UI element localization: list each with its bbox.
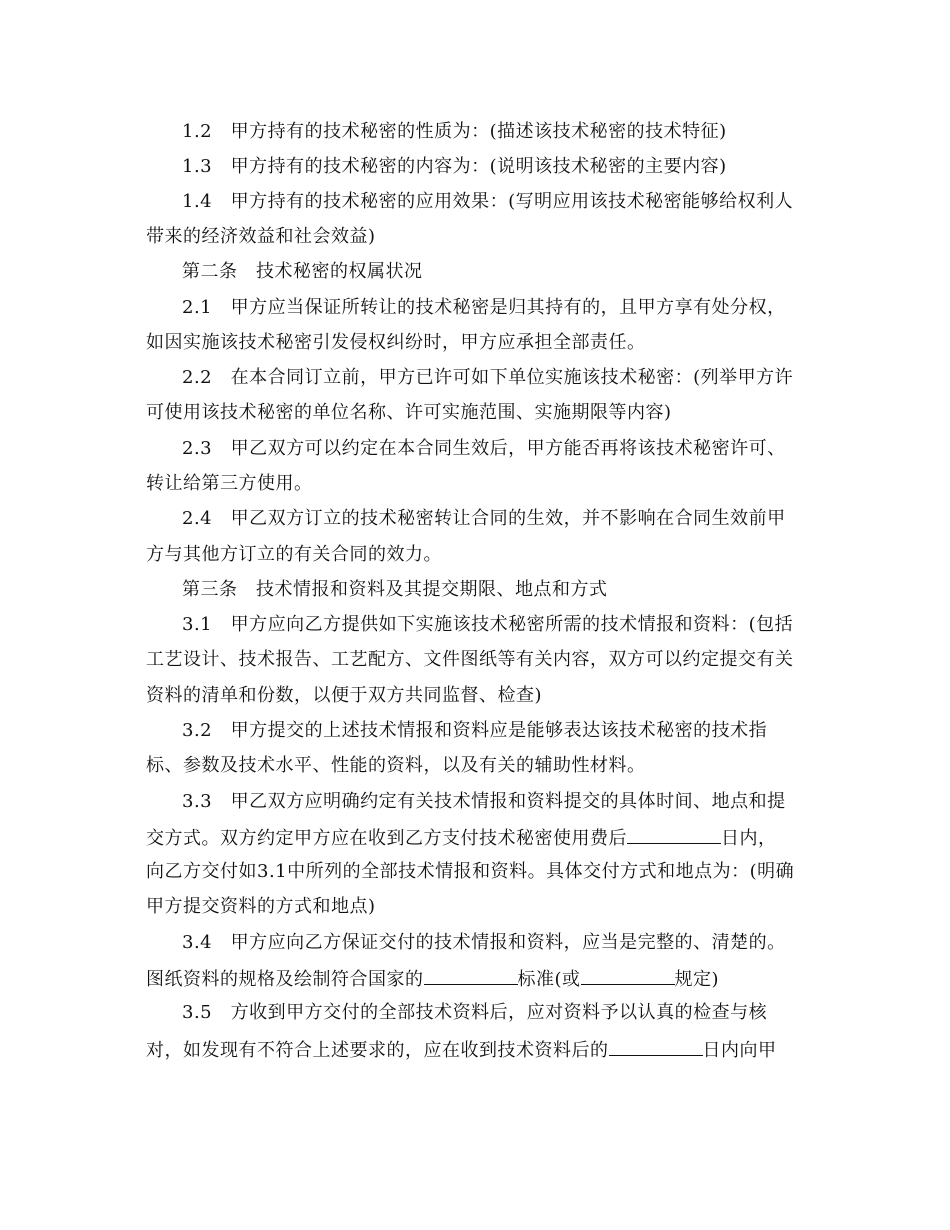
clause-1-4-cont: 带来的经济效益和社会效益) (146, 226, 376, 247)
fill-in-blank[interactable] (609, 1037, 703, 1056)
clause-2-3-cont: 转让给第三方使用。 (146, 473, 313, 494)
article-2-heading: 第二条 技术秘密的权属状况 (182, 261, 423, 282)
clause-3-4-cont-mid: 标准(或 (517, 969, 581, 990)
clause-3-3-cont-suffix: 日内， (721, 828, 777, 849)
clause-3-3-cont3: 甲方提交资料的方式和地点) (146, 896, 376, 917)
clause-3-4-cont-text: 图纸资料的规格及绘制符合国家的 (146, 969, 424, 990)
clause-2-4-cont: 方与其他方订立的有关合同的效力。 (146, 544, 442, 565)
clause-3-5-cont-text: 对，如发现有不符合上述要求的，应在收到技术资料后的 (146, 1040, 609, 1061)
clause-3-3-cont2: 向乙方交付如3.1中所列的全部技术情报和资料。具体交付方式和地点为：(明确 (146, 861, 795, 882)
article-3-heading: 第三条 技术情报和资料及其提交期限、地点和方式 (182, 579, 608, 600)
clause-3-3: 3.3 甲乙双方应明确约定有关技术情报和资料提交的具体时间、地点和提 (182, 791, 786, 812)
clause-3-2-cont: 标、参数及技术水平、性能的资料，以及有关的辅助性材料。 (146, 755, 646, 776)
clause-2-4: 2.4 甲乙双方订立的技术秘密转让合同的生效，并不影响在合同生效前甲 (182, 508, 786, 529)
clause-3-4-cont (146, 966, 719, 992)
clause-3-3-cont (146, 825, 777, 851)
fill-in-blank[interactable] (581, 966, 675, 985)
clause-3-2: 3.2 甲方提交的上述技术情报和资料应是能够表达该技术秘密的技术指 (182, 720, 768, 741)
clause-2-3: 2.3 甲乙双方可以约定在本合同生效后，甲方能否再将该技术秘密许可、 (182, 438, 786, 459)
clause-2-1: 2.1 甲方应当保证所转让的技术秘密是归其持有的，且甲方享有处分权， (182, 297, 786, 318)
clause-1-2: 1.2 甲方持有的技术秘密的性质为：(描述该技术秘密的技术特征) (182, 121, 727, 142)
clause-2-2-cont: 可使用该技术秘密的单位名称、许可实施范围、实施期限等内容) (146, 402, 672, 423)
clause-3-3-cont-text: 交方式。双方约定甲方应在收到乙方支付技术秘密使用费后 (146, 828, 627, 849)
clause-3-5-cont-suffix: 日内向甲 (702, 1040, 777, 1061)
clause-3-1-cont: 工艺设计、技术报告、工艺配方、文件图纸等有关内容，双方可以约定提交有关 (146, 649, 794, 670)
clause-1-3: 1.3 甲方持有的技术秘密的内容为：(说明该技术秘密的主要内容) (182, 156, 727, 177)
clause-3-4-cont-suffix: 规定) (674, 969, 720, 990)
clause-3-1: 3.1 甲方应向乙方提供如下实施该技术秘密所需的技术情报和资料：(包括 (182, 614, 794, 635)
fill-in-blank[interactable] (424, 966, 518, 985)
clause-3-5: 3.5 方收到甲方交付的全部技术资料后，应对资料予以认真的检查与核 (182, 1002, 768, 1023)
clause-2-1-cont: 如因实施该技术秘密引发侵权纠纷时，甲方应承担全部责任。 (146, 332, 646, 353)
clause-3-1-cont2: 资料的清单和份数，以便于双方共同监督、检查) (146, 685, 543, 706)
fill-in-blank[interactable] (627, 825, 721, 844)
clause-2-2: 2.2 在本合同订立前，甲方已许可如下单位实施该技术秘密：(列举甲方许 (182, 367, 794, 388)
clause-3-4: 3.4 甲方应向乙方保证交付的技术情报和资料，应当是完整的、清楚的。 (182, 932, 786, 953)
clause-1-4: 1.4 甲方持有的技术秘密的应用效果：(写明应用该技术秘密能够给权利人 (182, 191, 794, 212)
clause-3-5-cont (146, 1037, 777, 1063)
